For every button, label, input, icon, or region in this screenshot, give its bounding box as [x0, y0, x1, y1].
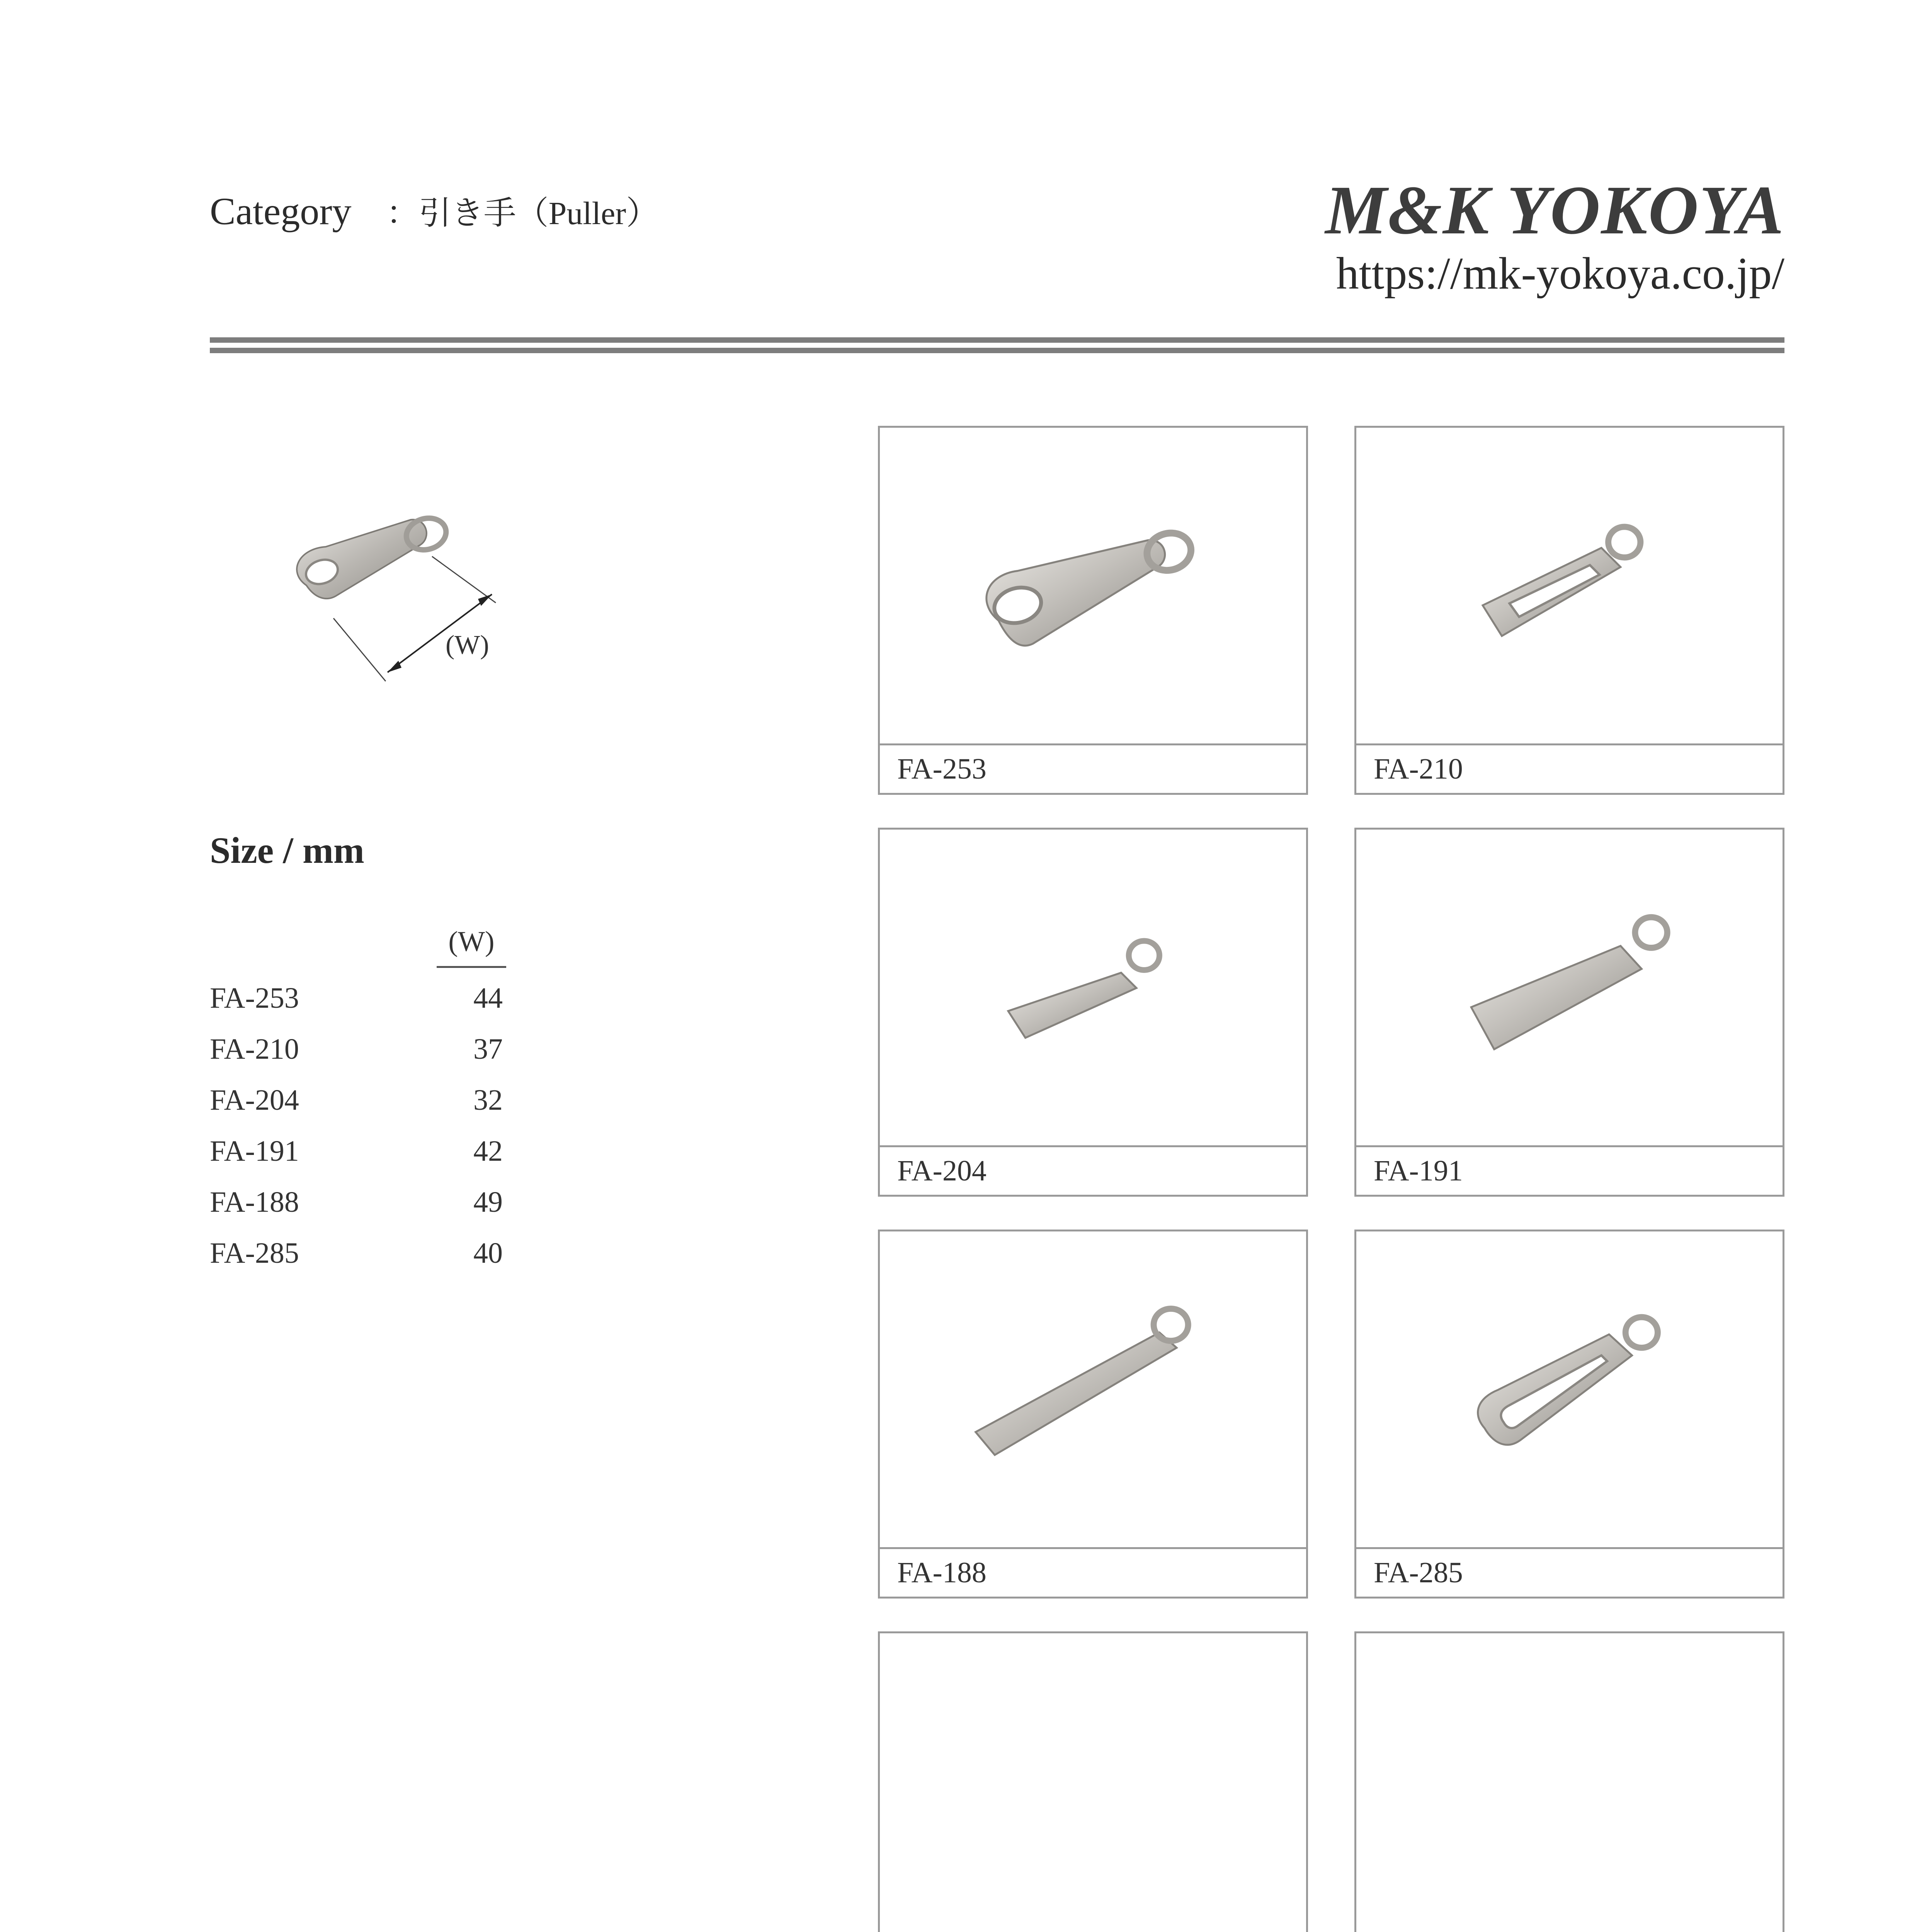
product-card-fa-204[interactable]	[878, 828, 1308, 1197]
table-row	[210, 1134, 558, 1185]
row-code: FA-210	[210, 1033, 299, 1065]
table-row	[210, 1185, 558, 1236]
product-image	[1356, 428, 1783, 745]
size-header-underline	[437, 966, 506, 968]
product-code: FA-204	[880, 1145, 1306, 1195]
teardrop-puller-icon	[880, 428, 1306, 745]
category-value: ：引き手（Puller）	[386, 196, 659, 231]
product-code: FA-191	[1356, 1145, 1783, 1195]
product-card-fa-253[interactable]	[878, 426, 1308, 795]
table-row	[210, 1083, 558, 1134]
size-table	[210, 981, 558, 1287]
product-card-fa-191[interactable]	[1354, 828, 1784, 1197]
row-code: FA-285	[210, 1237, 299, 1269]
row-code: FA-191	[210, 1135, 299, 1167]
product-image-placeholder	[1356, 1633, 1783, 1932]
product-image	[1356, 1231, 1783, 1549]
product-card-fa-188[interactable]	[878, 1230, 1308, 1599]
website-link[interactable]: https://mk-yokoya.co.jp/	[1336, 248, 1784, 299]
row-code: FA-188	[210, 1186, 299, 1218]
table-row	[210, 981, 558, 1032]
row-code: FA-253	[210, 982, 299, 1014]
table-row	[210, 1236, 558, 1287]
brand-logo: M&K YOKOYA	[1325, 172, 1784, 248]
long-bar-puller-icon	[880, 1231, 1306, 1549]
size-column-header: (W)	[448, 926, 495, 957]
product-image	[880, 830, 1306, 1147]
header-rule-top	[210, 337, 1784, 343]
size-table-title: Size / mm	[210, 830, 364, 871]
row-width: 44	[473, 982, 503, 1014]
table-row	[210, 1032, 558, 1083]
product-code: FA-253	[880, 743, 1306, 793]
rectangular-frame-puller-icon	[1356, 428, 1783, 745]
dimension-diagram	[210, 433, 573, 703]
product-image	[1356, 830, 1783, 1147]
dimension-diagram-drawing	[210, 433, 573, 703]
product-code: FA-188	[880, 1547, 1306, 1597]
product-image	[880, 1231, 1306, 1549]
row-width: 37	[473, 1033, 503, 1065]
product-card-empty	[1354, 1631, 1784, 1932]
short-bar-puller-icon	[880, 830, 1306, 1147]
product-code: FA-210	[1356, 743, 1783, 793]
slotted-puller-icon	[1356, 1231, 1783, 1549]
product-card-fa-210[interactable]	[1354, 426, 1784, 795]
dimension-label: (W)	[446, 630, 489, 660]
row-code: FA-204	[210, 1084, 299, 1116]
category-label: Category	[210, 190, 352, 233]
row-width: 32	[473, 1084, 503, 1116]
product-card-fa-285[interactable]	[1354, 1230, 1784, 1599]
product-code: FA-285	[1356, 1547, 1783, 1597]
row-width: 49	[473, 1186, 503, 1218]
product-image	[880, 428, 1306, 745]
category-line	[210, 187, 658, 234]
header-rule-bottom	[210, 348, 1784, 353]
row-width: 42	[473, 1135, 503, 1167]
row-width: 40	[473, 1237, 503, 1269]
product-image-placeholder	[880, 1633, 1306, 1932]
wide-bar-puller-icon	[1356, 830, 1783, 1147]
product-card-empty	[878, 1631, 1308, 1932]
